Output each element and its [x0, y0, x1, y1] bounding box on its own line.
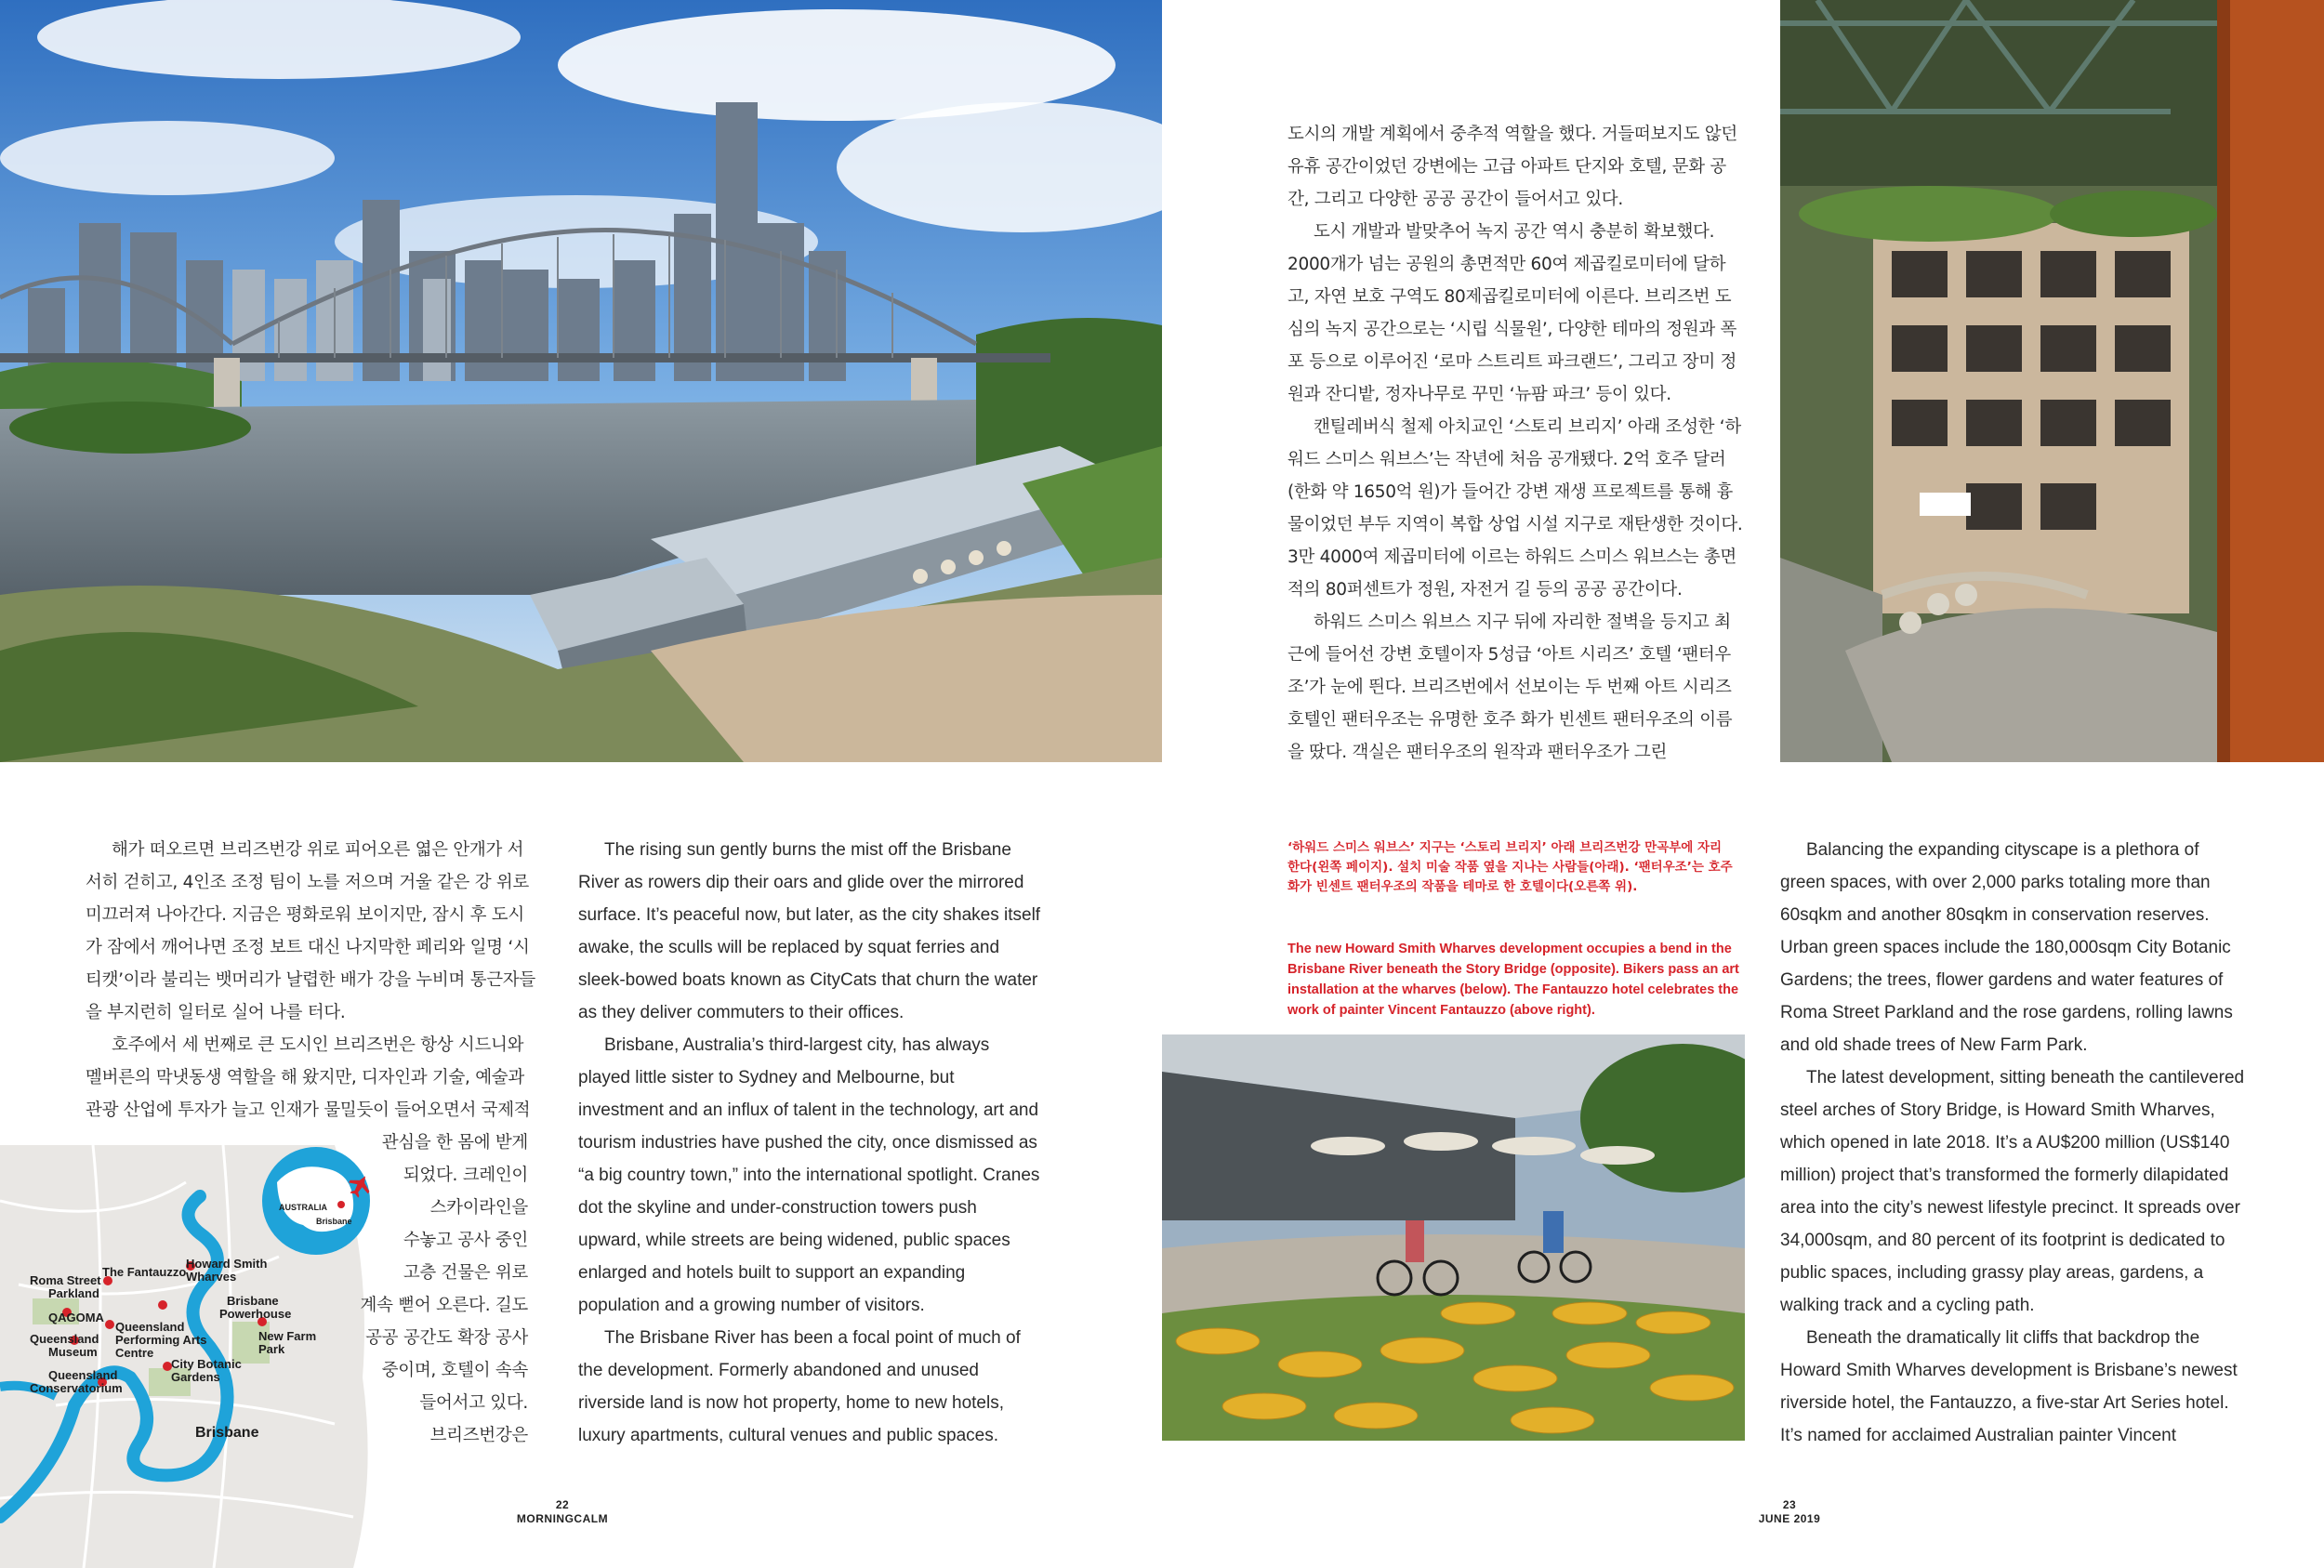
page-number: 22: [555, 1498, 570, 1511]
paragraph: 캔틸레버식 철제 아치교인 ‘스토리 브리지’ 아래 조성한 ‘하워드 스미스 워브스’는 작년에 처음 공개됐다. 2억 호주 달러(한화 약 1650억 원)가 들어간 강변 재생 프로젝트를 통해 흉물이었던 부두 지역이 복합 상업 시설 지구로 재탄생한 것이다. 3만 4000여 제곱미터에 이르는 하워드 스미스 워브스는 총면적의 80퍼센트가 정원, 자전거 길 등의 공공 공간이다.: [1287, 417, 1743, 600]
wrap-line: 스카이라인을: [429, 1198, 528, 1218]
map-label-qpac-1: Queensland: [115, 1320, 185, 1334]
paragraph: The Brisbane River has been a focal point of much of the development. Formerly abandoned and unused riverside land is now hot property, home to new hotels, luxury apartments, cultural venues and public spaces.: [578, 1328, 1021, 1445]
paragraph: 도시 개발과 발맞추어 녹지 공간 역시 충분히 확보했다. 2000개가 넘는 공원의 총면적만 60여 제곱킬로미터에 달하고, 자연 보호 구역도 80제곱킬로미터에 이른다. 브리즈번 도심의 녹지 공간으로는 ‘시립 식물원’, 다양한 테마의 정원과 폭포 등으로 이루어진 ‘로마 스트리트 파크랜드’, 그리고 장미 정원과 잔디밭, 정자나무로 꾸민 ‘뉴팜 파크’ 등이 있다.: [1287, 222, 1737, 404]
map-label-newfarm-2: Park: [258, 1342, 285, 1356]
left-english-column: [578, 834, 1043, 1452]
map-label-qmuseum-2: Museum: [48, 1345, 98, 1359]
map-label-conservatorium-2: Conservatorium: [30, 1381, 123, 1395]
page-number: 23: [1782, 1498, 1797, 1511]
map-label-howard-1: Howard Smith: [186, 1257, 268, 1271]
photo-fantauzzo-hotel: [1780, 0, 2324, 762]
paragraph: Balancing the expanding cityscape is a plethora of green spaces, with over 2,000 parks totaling more than 60sqkm and another 80sqkm in conservation reserves. Urban green spaces include the 180,000sqm City Botanic Gardens; the trees, flower gardens and water features of Roma Street Parkland and the rose gardens, rolling lawns and old shade trees of New Farm Park.: [1780, 840, 2233, 1055]
wrap-line: 관심을 한 몸에 받게: [381, 1133, 528, 1153]
paragraph: 해가 떠오르면 브리즈번강 위로 피어오른 엷은 안개가 서서히 걷히고, 4인조 조정 팀이 노를 저으며 거울 같은 강 위로 미끄러져 나아간다. 지금은 평화로워 보이지만, 잠시 후 도시가 잠에서 깨어나면 조정 보트 대신 나지막한 페리와 일명 ‘시티캣’이라 불리는 뱃머리가 날렵한 배가 강을 누비며 통근자들을 부지런히 일터로 실어 나를 터다.: [86, 840, 535, 1022]
wrap-line: 브리즈번강은: [429, 1426, 528, 1445]
photo-story-bridge: [0, 0, 1162, 762]
paragraph: The latest development, sitting beneath the cantilevered steel arches of Story Bridge, is Howard Smith Wharves, which opened in late 2018. It’s a AU$200 million (US$140 million) project that’s transformed the formerly dilapidated area into the city’s newest lifestyle precinct. It spreads over 34,000sqm, and 80 percent of its footprint is dedicated to public spaces, including grassy play areas, gardens, a walking track and a cycling path.: [1780, 1068, 2245, 1315]
folio-left: [483, 1498, 641, 1526]
map-label-newfarm-1: New Farm: [258, 1329, 317, 1343]
map-label-brisbane-inset: Brisbane: [316, 1217, 352, 1226]
caption-english-text: The new Howard Smith Wharves development occupies a bend in the Brisbane River beneath the Story Bridge (opposite). Bikers pass an art installation at the wharves (below). The Fantauzzo hotel celebrates the work of painter Vincent Fantauzzo (above right).: [1287, 942, 1739, 1018]
caption-korean: [1287, 838, 1734, 906]
map-label-brisbane: Brisbane: [195, 1425, 259, 1441]
wrap-line: 공공 공간도 확장 공사: [365, 1328, 528, 1348]
map-label-australia: AUSTRALIA: [279, 1203, 327, 1212]
wrap-line: 중이며, 호텔이 속속: [381, 1361, 528, 1380]
wrap-line: 수놓고 공사 중인: [403, 1231, 528, 1250]
paragraph: 도시의 개발 계획에서 중추적 역할을 했다. 거들떠보지도 않던 유휴 공간이었던 강변에는 고급 아파트 단지와 호텔, 문화 공간, 그리고 다양한 공공 공간이 들어서고 있다.: [1287, 125, 1737, 209]
wrap-line: 되었다. 크레인이: [403, 1166, 528, 1185]
issue-date: JUNE 2019: [1758, 1512, 1821, 1525]
photo-bikers-wharves: [1162, 1034, 1745, 1441]
paragraph: Brisbane, Australia’s third-largest city, has always played little sister to Sydney and Melbourne, but investment and an influx of talent in the technology, art and tourism industries have pushed the city, once dismissed as “a big country town,” into the international spotlight. Cranes dot the skyline and under-construction towers push upward, while streets are being widened, public spaces enlarged and hotels built to support an expanding population and a growing number of visitors.: [578, 1035, 1040, 1315]
folio-right: [1710, 1498, 1868, 1526]
map-label-powerhouse-2: Powerhouse: [219, 1307, 292, 1321]
magazine-name: MORNINGCALM: [516, 1512, 609, 1525]
wrap-line: 계속 뻗어 오른다. 길도: [360, 1296, 528, 1315]
right-korean-column: [1287, 118, 1743, 769]
right-english-column: [1780, 834, 2245, 1452]
paragraph: Beneath the dramatically lit cliffs that backdrop the Howard Smith Wharves development is Brisbane’s newest riverside hotel, the Fantauzzo, a five-star Art Series hotel. It’s named for acclaimed Australian painter Vincent: [1780, 1328, 2238, 1445]
wrap-line: 들어서고 있다.: [419, 1393, 528, 1413]
left-korean-wrap-column: [344, 1127, 528, 1452]
map-label-powerhouse-1: Brisbane: [227, 1294, 279, 1308]
map-label-fantauzzo: The Fantauzzo: [102, 1265, 187, 1279]
map-label-qpac-3: Centre: [115, 1346, 154, 1360]
left-korean-column: [86, 834, 539, 1127]
map-label-howard-2: Wharves: [186, 1270, 237, 1284]
paragraph: The rising sun gently burns the mist off the Brisbane River as rowers dip their oars and glide over the mirrored surface. It’s peaceful now, but later, as the city shakes itself awake, the sculls will be replaced by squat ferries and sleek-bowed boats known as CityCats that churn the water as they deliver commuters to their offices.: [578, 840, 1041, 1022]
paragraph: 하워드 스미스 워브스 지구 뒤에 자리한 절벽을 등지고 최근에 들어선 강변 호텔이자 5성급 ‘아트 시리즈’ 호텔 ‘팬터우조’가 눈에 띈다. 브리즈번에서 선보이는 두 번째 아트 시리즈 호텔인 팬터우조는 유명한 호주 화가 빈센트 팬터우조의 이름을 땄다. 객실은 팬터우조의 원작과 팬터우조가 그린: [1287, 613, 1733, 762]
map-label-botanic-2: Gardens: [171, 1370, 220, 1384]
map-label-roma-2: Parkland: [48, 1286, 99, 1300]
paragraph: 호주에서 세 번째로 큰 도시인 브리즈번은 항상 시드니와 멜버른의 막냇동생 역할을 해 왔지만, 디자인과 기술, 예술과 관광 산업에 투자가 늘고 인재가 물밀듯이 들어오면서 국제적: [86, 1035, 531, 1120]
caption-korean-text: ‘하워드 스미스 워브스’ 지구는 ‘스토리 브리지’ 아래 브리즈번강 만곡부에 자리한다(왼쪽 페이지). 설치 미술 작품 옆을 지나는 사람들(아래). ‘팬터우조’는 호주 화가 빈센트 팬터우조의 작품을 테마로 한 호텔이다(오른쪽 위).: [1287, 840, 1733, 894]
wrap-line: 고층 건물은 위로: [403, 1263, 528, 1283]
map-label-qpac-2: Performing Arts: [115, 1333, 207, 1347]
map-label-qmuseum-1: Queensland: [30, 1332, 99, 1346]
map-label-conservatorium-1: Queensland: [48, 1368, 118, 1382]
map-label-qagoma: QAGOMA: [48, 1311, 104, 1324]
caption-english: [1287, 939, 1741, 1030]
map-label-roma-1: Roma Street: [30, 1273, 101, 1287]
map-label-botanic-1: City Botanic: [171, 1357, 242, 1371]
brisbane-map: [0, 1145, 381, 1568]
